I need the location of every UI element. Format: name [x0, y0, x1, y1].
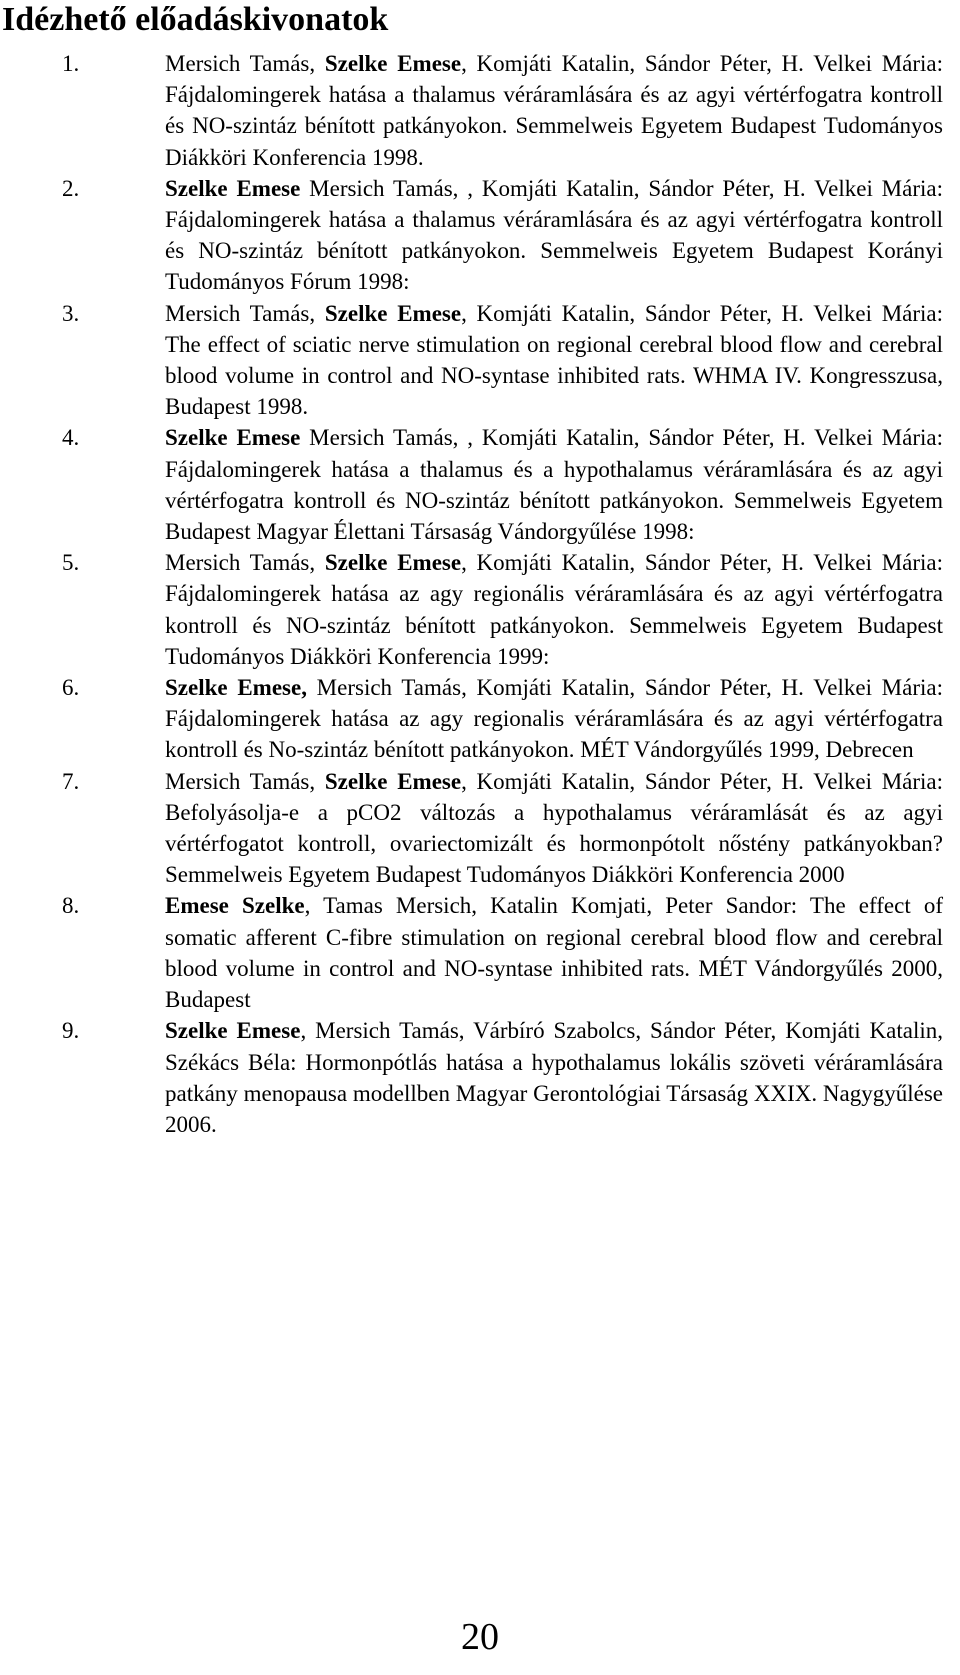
publication-highlighted-author: Szelke Emese: [324, 300, 462, 326]
publication-highlighted-author: Szelke Emese: [324, 768, 462, 794]
publication-highlighted-author: Szelke Emese: [324, 550, 462, 576]
publication-authors-before: Mersich Tamás,: [165, 300, 325, 326]
publication-highlighted-author: Szelke Emese: [165, 175, 301, 201]
publication-details: , Komjáti Katalin, Sándor Péter, H. Velkei Mária: Fájdalomingerek hatása a thalamus véráramlására és az agyi vértérfogatra kontroll és NO-szintáz bénított patkányokon. Semmelweis Egyetem Budapest Tudományos Diákköri Konferencia 1998.: [165, 51, 944, 170]
publication-number: 7.: [62, 768, 80, 794]
publication-item: [0, 672, 943, 766]
publication-highlighted-author: Szelke Emese: [165, 425, 301, 451]
publication-item: [0, 890, 943, 1015]
publication-number: 8.: [62, 893, 80, 919]
publication-number: 5.: [62, 550, 80, 576]
publication-details: , Komjáti Katalin, Sándor Péter, H. Velkei Mária: The effect of sciatic nerve stimulation on regional cerebral blood flow and cerebral blood volume in control and NO-syntase inhibited rats. WHMA IV. Kongresszusa, Budapest 1998.: [165, 300, 944, 420]
publication-details: , Mersich Tamás, Várbíró Szabolcs, Sándor Péter, Komjáti Katalin, Székács Béla: Hormonpótlás hatása a hypothalamus lokális szöveti véráramlására patkány menopausa modellben Magyar Gerontológiai Társaság XXIX. Nagygyűlése 2006.: [165, 1018, 943, 1137]
page-number: 20: [461, 1616, 499, 1658]
publication-details: Mersich Tamás, , Komjáti Katalin, Sándor Péter, H. Velkei Mária: Fájdalomingerek hatása a thalamus és a hypothalamus véráramlására és az agyi vértérfogatra kontroll és NO-szintáz bénított patkányokon. Semmelweis Egyetem Budapest Magyar Élettani Társaság Vándorgyűlése 1998:: [165, 425, 943, 545]
publication-highlighted-author: Szelke Emese: [324, 51, 462, 76]
publication-item: [0, 298, 943, 423]
publication-details: Mersich Tamás, Komjáti Katalin, Sándor Péter, H. Velkei Mária: Fájdalomingerek hatása az agy regionalis véráramlására és az agyi vértérfogatra kontroll és No-szintáz bénított patkányokon. MÉT Vándorgyűlés 1999, Debrecen: [165, 675, 943, 763]
publication-details: , Komjáti Katalin, Sándor Péter, H. Velkei Mária: Befolyásolja-e a pCO2 változás a hypothalamus véráramlását és az agyi vértérfogatot kontroll, ovariectomizált és hormonpótolt nőstény patkányokban? Semmelweis Egyetem Budapest Tudományos Diákköri Konferencia 2000: [165, 768, 944, 888]
publication-item: [0, 1015, 943, 1140]
publication-number: 3.: [62, 300, 80, 326]
publication-highlighted-author: Szelke Emese,: [165, 675, 307, 701]
publication-item: [0, 547, 943, 672]
publication-authors-before: Mersich Tamás,: [165, 51, 325, 76]
publication-details: , Komjáti Katalin, Sándor Péter, H. Velkei Mária: Fájdalomingerek hatása az agy regionális véráramlására és az agyi vértérfogatra kontroll és NO-szintáz bénított patkányokon. Semmelweis Egyetem Budapest Tudományos Diákköri Konferencia 1999:: [165, 550, 944, 669]
page-title: Idézhető előadáskivonatok: [2, 1, 389, 38]
publication-number: 6.: [62, 675, 80, 701]
publication-authors-before: Mersich Tamás,: [165, 768, 325, 794]
publication-item: [0, 766, 943, 891]
publication-item: [0, 173, 943, 298]
publication-number: 2.: [62, 175, 80, 201]
publication-number: 4.: [62, 425, 80, 451]
publication-list: [0, 48, 960, 1140]
publication-item: [0, 48, 943, 173]
publication-authors-before: Mersich Tamás,: [165, 550, 325, 576]
publication-item: [0, 422, 943, 547]
publication-highlighted-author: Szelke Emese: [165, 1018, 301, 1044]
publication-number: 9.: [62, 1018, 80, 1044]
publication-highlighted-author: Emese Szelke: [165, 893, 305, 919]
publication-number: 1.: [62, 51, 80, 76]
publication-details: , Tamas Mersich, Katalin Komjati, Peter Sandor: The effect of somatic afferent C-fibre stimulation on regional cerebral blood flow and cerebral blood volume in control and NO-syntase inhibited rats. MÉT Vándorgyűlés 2000, Budapest: [165, 893, 943, 1013]
publication-details: Mersich Tamás, , Komjáti Katalin, Sándor Péter, H. Velkei Mária: Fájdalomingerek hatása a thalamus véráramlására és az agyi vértérfogatra kontroll és NO-szintáz bénított patkányokon. Semmelweis Egyetem Budapest Korányi Tudományos Fórum 1998:: [165, 175, 943, 295]
